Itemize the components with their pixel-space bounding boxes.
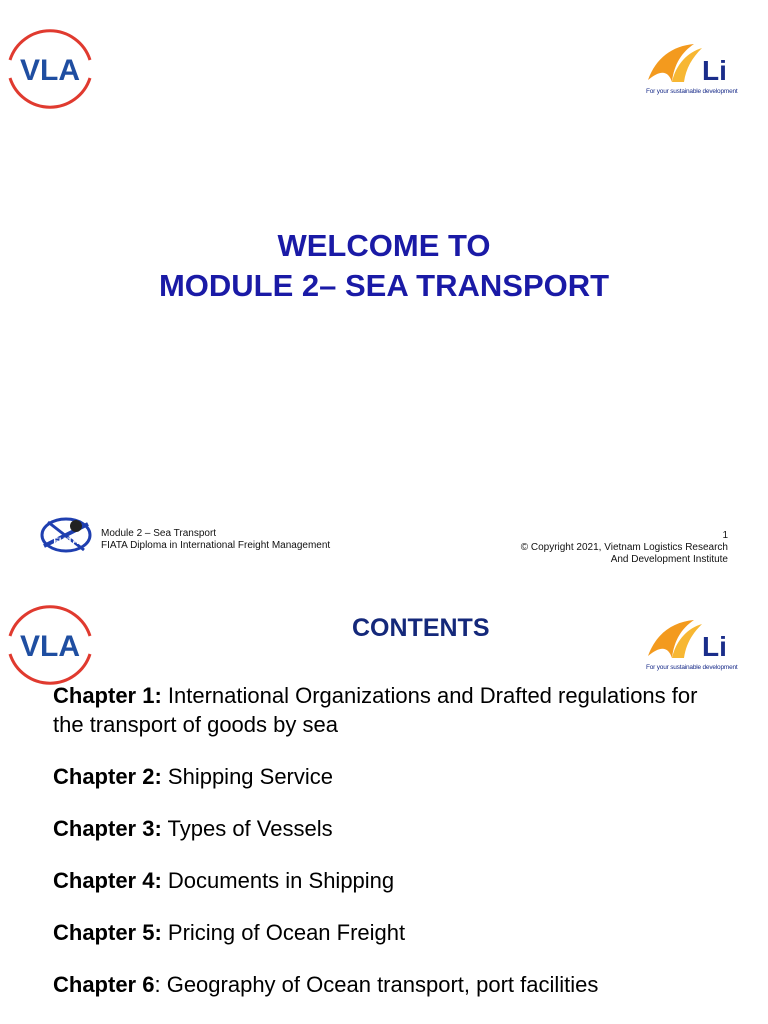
chapter-text: International Organizations and Drafted regulations for the transport of goods by sea [53,683,698,737]
chapter-text: Pricing of Ocean Freight [161,920,406,945]
vli-tagline: For your sustainable development [646,88,738,95]
chapter-item-6 [53,970,733,999]
chapter-label: Chapter 5: [53,920,162,945]
chapter-text: Documents in Shipping [161,868,395,893]
chapter-item-1 [53,681,733,739]
slide-contents [0,588,768,1024]
chapter-label: Chapter 1: [53,683,162,708]
vli-tagline: For your sustainable development [646,664,738,671]
vla-logo-text: VLA [20,54,80,87]
chapter-item-4 [53,866,733,895]
vli-logo [642,40,738,98]
fiata-logo-text: FIATA [53,536,79,546]
fiata-logo [38,514,94,556]
page-title [0,226,768,306]
vla-logo [2,598,98,692]
vli-logo-text: Li [702,55,726,86]
chapter-item-5 [53,918,733,947]
page-number: 1 [722,530,728,541]
copyright-line-1: © Copyright 2021, Vietnam Logistics Research [520,542,728,553]
title-line-2: MODULE 2– SEA TRANSPORT [158,268,610,303]
chapter-label: Chapter 2: [53,764,162,789]
chapter-text: : Geography of Ocean transport, port facilities [154,972,599,997]
footer-diploma: FIATA Diploma in International Freight Management [101,540,331,551]
chapter-label: Chapter 4: [53,868,162,893]
vla-logo [2,22,98,116]
copyright-line-2: And Development Institute [610,554,728,565]
vli-logo-text: Li [702,631,726,662]
vli-logo [642,616,738,674]
footer-right [521,530,728,566]
chapter-item-3 [53,814,733,843]
chapter-label: Chapter 6 [53,972,155,997]
vli-swoosh-icon [642,616,726,664]
chapter-label: Chapter 3: [53,816,162,841]
chapter-item-2 [53,762,733,791]
chapter-list [53,681,733,999]
chapter-text: Shipping Service [161,764,334,789]
vla-logo-text: VLA [20,630,80,663]
footer-module: Module 2 – Sea Transport [101,528,217,539]
contents-title: CONTENTS [352,614,490,642]
title-line-1: WELCOME TO [277,228,491,263]
footer-left [101,528,330,552]
chapter-text: Types of Vessels [161,816,333,841]
vli-swoosh-icon [642,40,726,88]
